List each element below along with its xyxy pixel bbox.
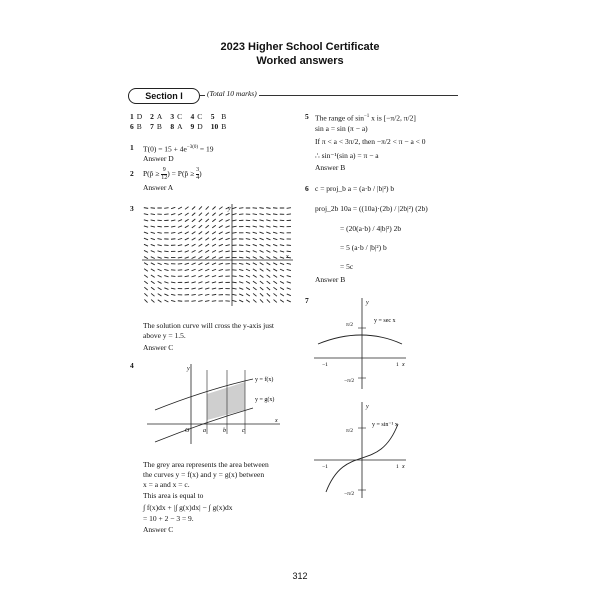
- q5-number: 5: [305, 112, 309, 121]
- q6-number: 6: [305, 184, 309, 193]
- q2-working: P(p̂ ≥ $\frac{9}{12}$ ) = P(p̂ ≥ $\frac{3}{4}$ ): [143, 166, 202, 181]
- svg-text:x: x: [402, 464, 405, 470]
- svg-text:x: x: [275, 418, 278, 424]
- section-total: (Total 10 marks): [207, 89, 257, 98]
- q7-sec-label: y = sec x: [374, 318, 396, 324]
- q6-line-5: = 5c: [340, 262, 354, 271]
- answer-key: 1 D 2 A 3 C 4 C 5 B 6 B 7 B 8 A 9 D 10 B: [130, 112, 227, 131]
- page-subtitle: Worked answers: [256, 55, 344, 67]
- svg-text:a: a: [203, 428, 206, 434]
- q4-text-4: This area is equal to: [143, 491, 204, 500]
- q5-line-3: If π < a < 3π/2, then −π/2 < π − a < 0: [315, 137, 426, 146]
- q4-answer: Answer C: [143, 525, 174, 534]
- q3-slope-field: [140, 202, 295, 307]
- svg-text:π/2: π/2: [346, 322, 354, 328]
- section-label: Section I: [128, 88, 200, 104]
- svg-text:b: b: [223, 428, 226, 434]
- q7-sec-curve: [318, 335, 402, 344]
- svg-text:O: O: [185, 428, 190, 434]
- svg-text:c: c: [242, 428, 245, 434]
- q6-answer: Answer B: [315, 275, 346, 284]
- svg-text:x: x: [402, 362, 405, 368]
- q3-x-label: x: [286, 254, 289, 260]
- svg-text:π/2: π/2: [346, 428, 354, 434]
- q7-arcsin-label: y = sin⁻¹ x: [372, 422, 398, 428]
- q7-sec-graph: [310, 296, 410, 391]
- q4-f-label: y = f(x): [255, 377, 274, 383]
- svg-text:−1: −1: [322, 464, 328, 470]
- q3-answer: Answer C: [143, 343, 174, 352]
- q2-answer: Answer A: [143, 183, 174, 192]
- svg-text:1: 1: [396, 464, 399, 470]
- q5-line-1: The range of $\sin^{-1} x$ is [−π/2, π/2]: [315, 113, 416, 123]
- q6-line-4: = 5 (a·b / |b|²) b: [340, 243, 387, 252]
- q1-working: $T(0) = 15 + 4e^{-3(0)} = 19$: [143, 144, 214, 154]
- page-title: 2023 Higher School Certificate: [220, 41, 380, 53]
- q4-calc-2: = 10 + 2 − 3 = 9.: [143, 514, 194, 523]
- q7-number: 7: [305, 296, 309, 305]
- q3-text-1: The solution curve will cross the y-axis just: [143, 321, 275, 330]
- q1-number: 1: [130, 143, 134, 152]
- q5-line-4: ∴ sin⁻¹(sin a) = π − a: [315, 151, 379, 160]
- svg-text:−π/2: −π/2: [344, 378, 355, 384]
- q4-calc-1: ∫ f(x)dx + |∫ g(x)dx| − ∫ g(x)dx: [143, 503, 233, 512]
- svg-text:y: y: [366, 300, 369, 306]
- svg-text:−π/2: −π/2: [344, 491, 355, 497]
- q4-text-1: The grey area represents the area between: [143, 460, 269, 469]
- q6-line-3: = (20(a·b) / 4|b|²) 2b: [340, 224, 402, 233]
- q1-answer: Answer D: [143, 154, 174, 163]
- q4-text-2: the curves y = f(x) and y = g(x) between: [143, 470, 265, 479]
- q7-arcsin-graph: [310, 400, 410, 500]
- q4-g-label: y = g(x): [255, 397, 275, 403]
- svg-text:y: y: [187, 366, 190, 372]
- q4-grey-region: [207, 382, 245, 420]
- q5-answer: Answer B: [315, 163, 346, 172]
- q3-number: 3: [130, 204, 134, 213]
- q3-text-2: above y = 1.5.: [143, 331, 186, 340]
- q6-line-2: proj_2b 10a = ((10a)·(2b) / |2b|²) (2b): [315, 204, 428, 213]
- q4-g-curve: [155, 408, 253, 442]
- q4-text-3: x = a and x = c.: [143, 480, 190, 489]
- svg-text:y: y: [366, 404, 369, 410]
- svg-text:−1: −1: [322, 362, 328, 368]
- q3-y-label: y: [228, 206, 231, 212]
- q2-number: 2: [130, 169, 134, 178]
- svg-text:1: 1: [396, 362, 399, 368]
- page-number: 312: [292, 571, 308, 581]
- q4-number: 4: [130, 361, 134, 370]
- q5-line-2: sin a = sin (π − a): [315, 124, 368, 133]
- q6-line-1: c = proj_b a = (a·b / |b|²) b: [315, 184, 395, 193]
- q4-area-graph: [145, 362, 285, 447]
